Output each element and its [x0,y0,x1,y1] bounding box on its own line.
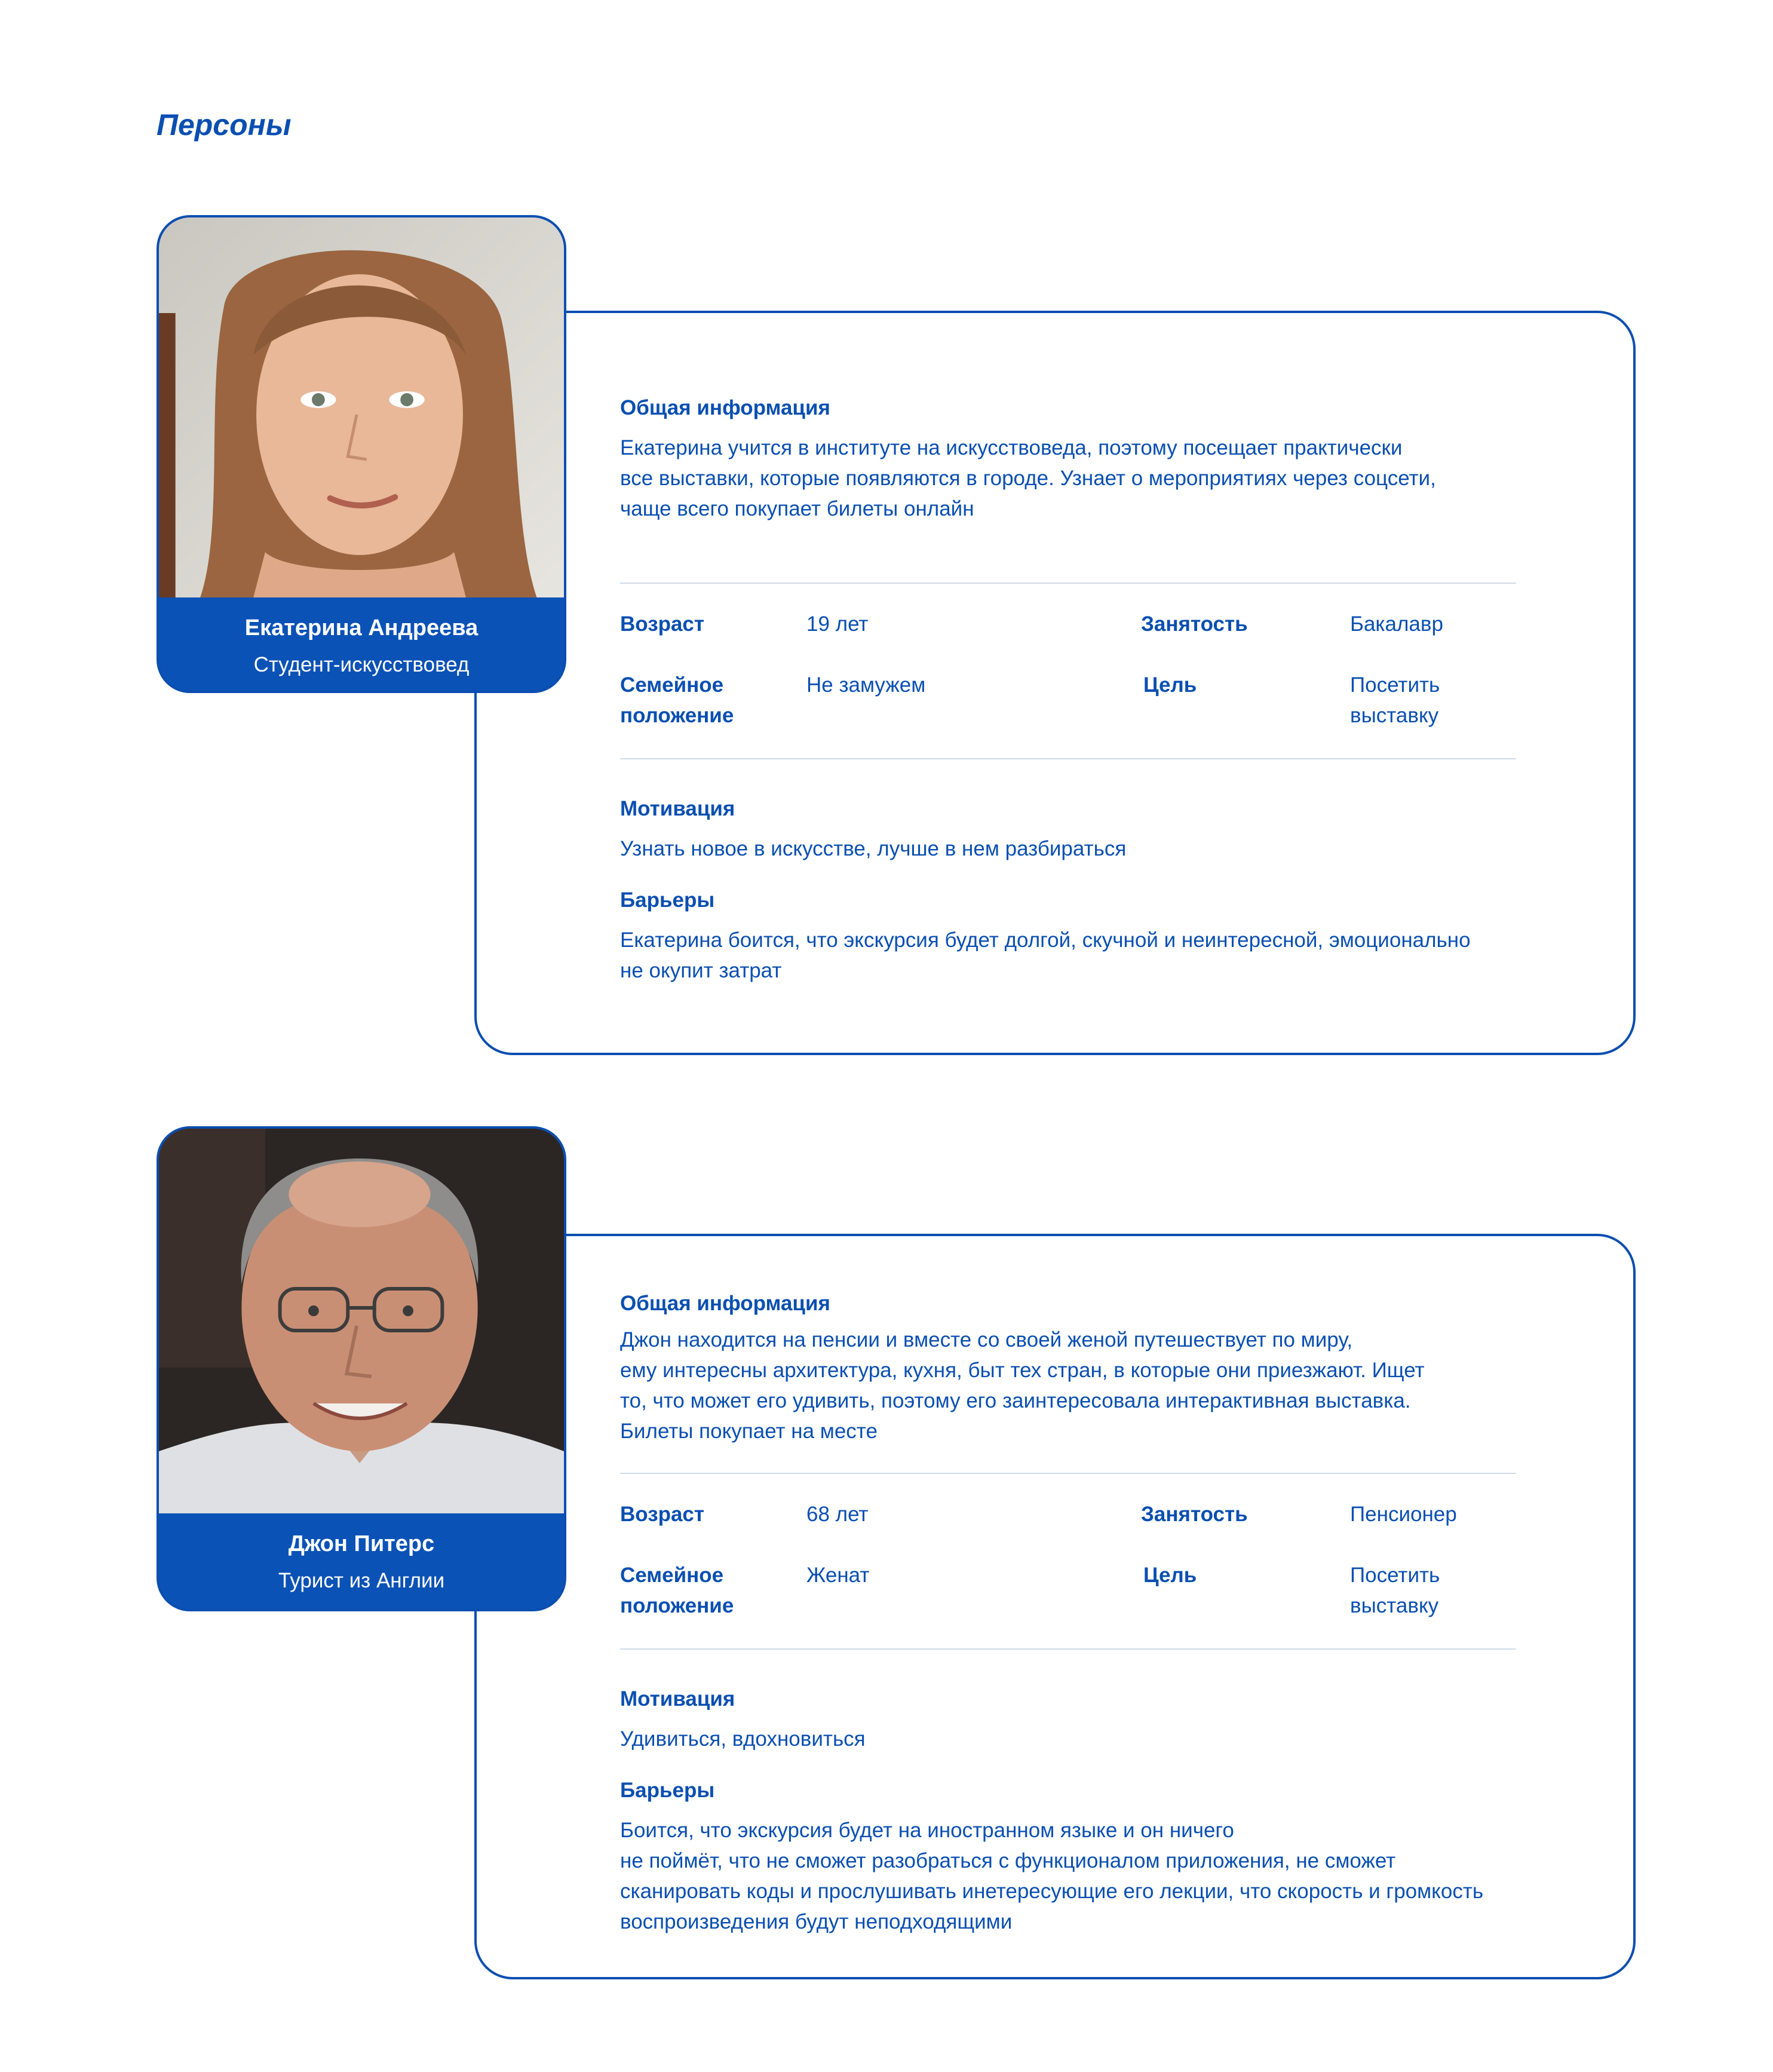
persona-info-card [474,1234,1636,1979]
persona-photo-card [157,215,566,693]
divider [620,758,1516,759]
age-value: 19 лет [806,612,869,636]
persona-photo [159,1129,564,1513]
motivation-heading: Мотивация [620,1687,735,1711]
goal-value: Посетить выставку [1350,1564,1440,1617]
persona-info-card [474,311,1636,1055]
age-value: 68 лет [806,1503,869,1526]
persona-role: Студент-искусствовед [253,653,470,676]
family-status-value: Женат [806,1564,870,1587]
age-label: Возраст [620,1503,705,1526]
persona-role: Турист из Англии [278,1569,445,1592]
general-info-text: Екатерина учится в институте на искусствоведа, поэтому посещает практически все выставки, которые появляются в городе. Узнает о мероприятиях через соцсети, чаще всего покупает билеты онлайн [620,436,1436,520]
persona-name-plate [159,1513,564,1609]
age-label: Возраст [620,612,705,636]
attributes-grid [620,1499,1516,1619]
attributes-grid [620,609,1516,728]
persona-name: Екатерина Андреева [244,615,478,640]
motivation-heading: Мотивация [620,797,735,820]
goal-label: Цель [1143,1564,1197,1587]
barriers-heading: Барьеры [620,888,715,912]
goal-value: Посетить выставку [1350,673,1440,727]
general-info-heading: Общая информация [620,1292,830,1315]
occupation-label: Занятость [1141,1503,1248,1526]
goal-label: Цель [1143,673,1197,697]
persona-photo [159,217,564,597]
family-status-label: Семейное положение [620,1564,734,1617]
barriers-text: Боится, что экскурсия будет на иностранном языке и он ничего не поймёт, что не сможет разобраться с функционалом приложения, не сможет сканировать коды и прослушивать инетересующие его лекции, что скорость и громкость воспроизведения будут неподходящими [620,1819,1484,1933]
persona-name: Джон Питерс [288,1531,435,1556]
divider [620,583,1516,584]
persona-name-plate [159,597,564,693]
general-info-text: Джон находится на пенсии и вместе со своей женой путешествует по миру, ему интересны архитектура, кухня, быт тех стран, в которые они приезжают. Ищет то, что может его удивить, поэтому его заинтересовала интерактивная выставка. Билеты покупает на месте [620,1328,1425,1443]
barriers-heading: Барьеры [620,1779,715,1802]
motivation-text: Удивиться, вдохновиться [620,1727,866,1751]
motivation-text: Узнать новое в искусстве, лучше в нем разбираться [620,837,1127,860]
family-status-label: Семейное положение [620,673,734,727]
occupation-value: Бакалавр [1350,612,1443,636]
page-title: Персоны [157,108,292,142]
divider [620,1648,1516,1650]
family-status-value: Не замужем [806,673,926,697]
barriers-text: Екатерина боится, что экскурсия будет долгой, скучной и неинтересной, эмоционально не окупит затрат [620,928,1471,982]
occupation-label: Занятость [1141,612,1248,636]
divider [620,1473,1516,1474]
persona-photo-card [157,1126,566,1611]
occupation-value: Пенсионер [1350,1503,1457,1526]
general-info-heading: Общая информация [620,396,830,419]
